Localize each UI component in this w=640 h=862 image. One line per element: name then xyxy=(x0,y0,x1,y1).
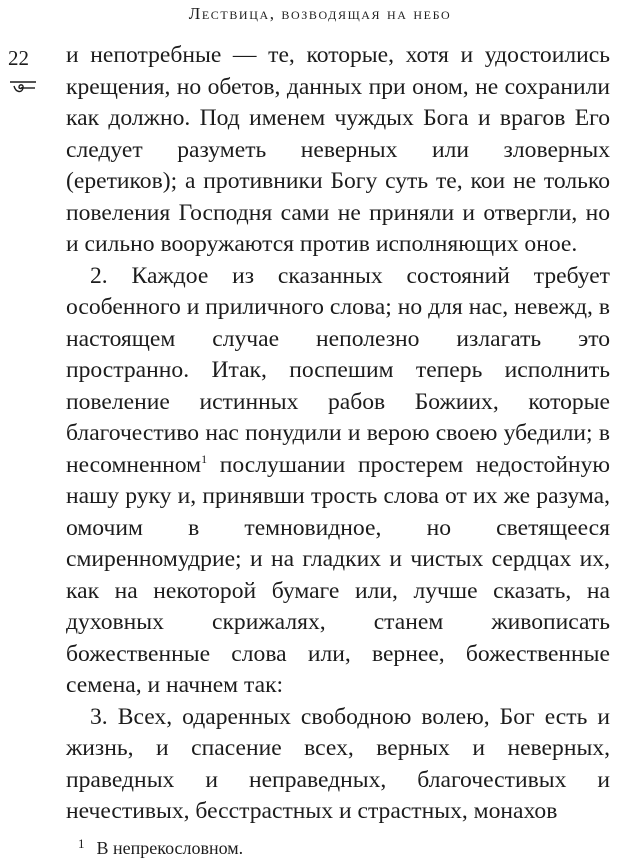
footnote-reference: 1 xyxy=(201,451,208,466)
running-head: Лествица, возводящая на небо xyxy=(188,4,452,23)
footnote xyxy=(66,832,610,860)
paragraph-2-part-2: послушании простерем недостойную нашу руку и, принявши трость слова от их же разума, омочим в темновидное, но светящееся смиренномудрие; и на гладких и чистых сердцах их, как на некоторой бумаге или, лучше сказать, на духовных скрижалях, станем живописать божественные слова или, вернее, божественные семена, и начнем так: xyxy=(66,451,610,698)
paragraph-1: и непотребные — те, которые, хотя и удостоились крещения, но обетов, данных при оном, не сохранили как должно. Под именем чуждых Бога и врагов Его следует разуметь неверных или зловерных (еретиков); а противники Богу суть те, кои не только повеления Господня сами не приняли и отвергли, но и сильно вооружаются против исполняющих оное. xyxy=(66,42,610,257)
footnote-text: В непрекословном. xyxy=(96,838,244,858)
body-text xyxy=(66,40,610,828)
paragraph-2 xyxy=(66,261,610,702)
scroll-ornament-icon xyxy=(8,78,38,96)
page-number: 22 xyxy=(8,46,29,70)
footnote-mark: 1 xyxy=(78,836,85,851)
paragraph-3: 3. Всех, одаренных свободною волею, Бог есть и жизнь, и спасение всех, верных и неверных, праведных и неправедных, благочестивых и нечестивых, бесстрастных и страстных, монахов xyxy=(66,703,610,824)
paragraph-2-part-1: 2. Каждое из сказанных состояний требует особенного и приличного слова; но для нас, невежд, в настоящем случае неполезно излагать это пространно. Итак, поспешим теперь исполнить повеление истинных рабов Божиих, которые благочестиво нас понудили и верою своею убедили; в несомненном xyxy=(66,262,610,478)
